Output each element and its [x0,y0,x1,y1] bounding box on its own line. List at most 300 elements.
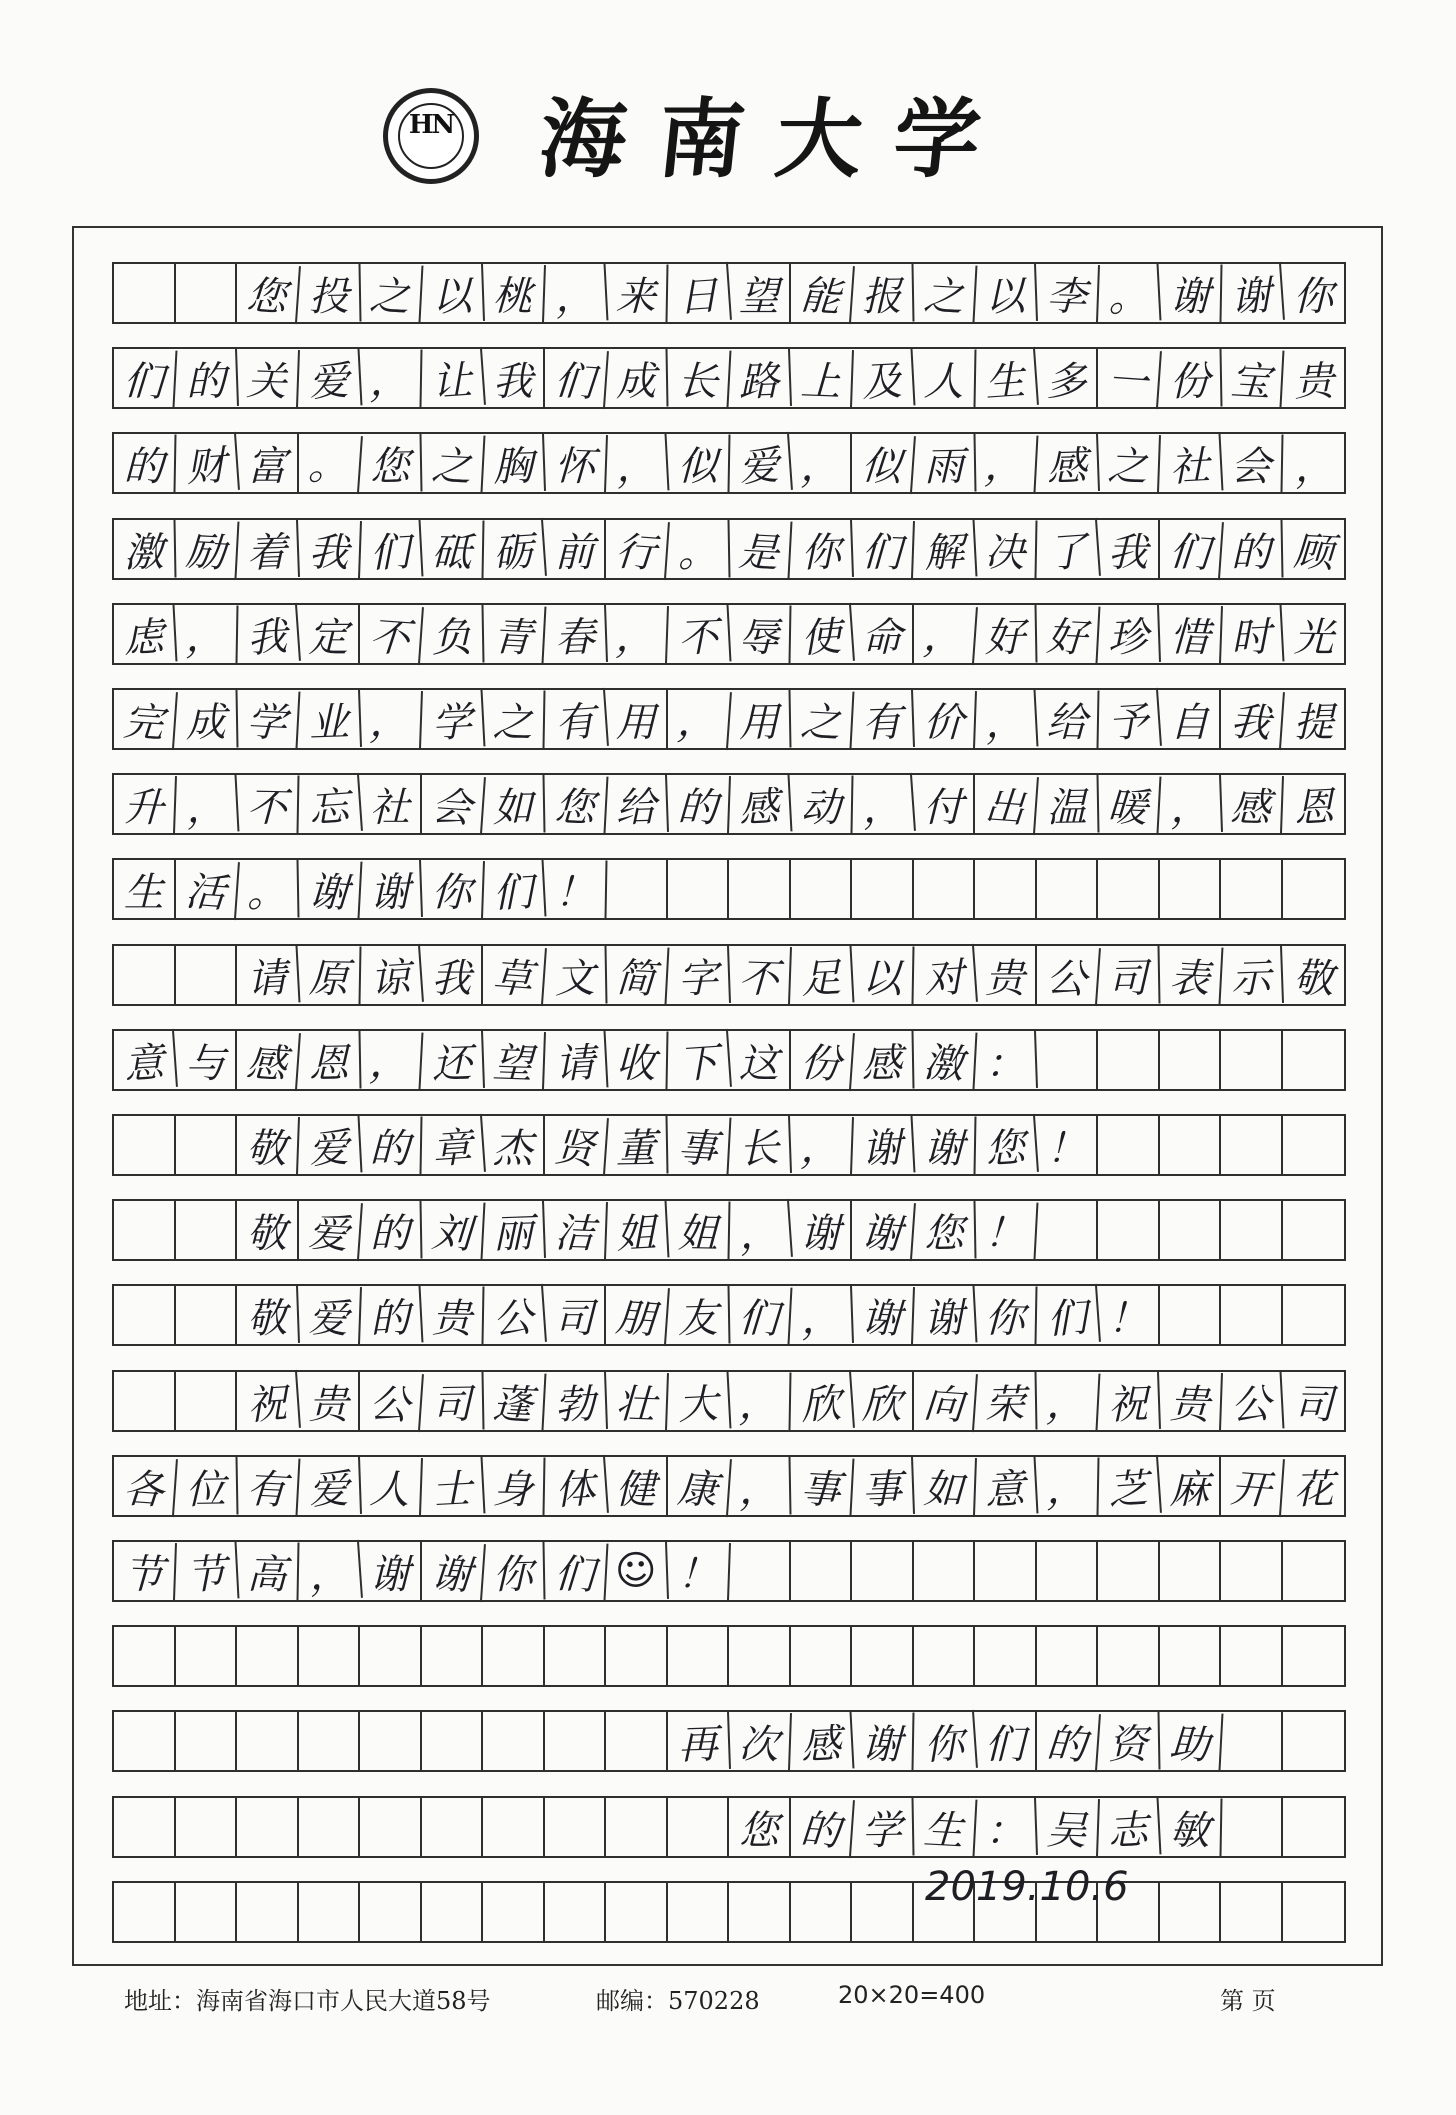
grid-cell [422,1883,484,1941]
grid-cell: 给 [605,774,668,834]
grid-cell: 你 [974,1285,1037,1344]
grid-cell: ！ [1098,1286,1160,1344]
grid-cell [1160,1116,1222,1174]
grid-cell: 学 [236,688,300,749]
grid-cell [483,1798,545,1856]
grid-cell: 关 [236,348,299,408]
grid-cell: ， [974,432,1038,493]
grid-cell [176,1201,238,1259]
university-name: 海南大学 [534,89,1018,190]
grid-row [112,688,1346,750]
grid-cell: 贵 [299,1372,361,1430]
grid-cell [606,1627,668,1685]
grid-cell: 生 [114,860,176,918]
grid-cell [114,1286,176,1344]
grid-cell: 业 [298,689,361,749]
grid-cell: 人 [359,1456,422,1516]
grid-cell: ， [1035,1370,1099,1431]
grid-cell: 予 [1096,688,1161,750]
grid-cell: 恩 [298,1030,361,1089]
grid-cell [545,1883,607,1941]
grid-row [112,1710,1346,1772]
grid-cell [1098,1627,1160,1685]
grid-cell: 杰 [483,1116,545,1174]
grid-cell: 节 [113,1541,176,1601]
letter-date: 2019.10.6 [925,1864,1129,1910]
grid-cell [237,1883,299,1941]
grid-cell: 不 [358,603,423,665]
grid-cell: 文 [544,945,607,1004]
grid-cell: 次 [728,1711,791,1771]
grid-cell [1160,1627,1222,1685]
grid-cell: 好 [974,604,1037,663]
letterhead [0,80,1456,200]
grid-cell: 砥 [421,519,484,578]
grid-cell: 荣 [974,1371,1037,1430]
grid-cell [483,1712,545,1770]
grid-cell: 。 [297,432,362,494]
grid-cell [545,1798,607,1856]
grid-cell: 意 [974,1455,1038,1516]
grid-cell: ， [974,688,1038,749]
grid-cell: 谢 [1159,263,1222,322]
grid-cell: 对 [912,944,977,1006]
grid-cell [114,1712,176,1770]
grid-cell: 字 [667,945,730,1005]
grid-cell: 事 [789,1455,853,1516]
grid-cell: 长 [728,1115,791,1175]
grid-cell: ， [1036,1456,1099,1515]
grid-cell [176,1116,238,1174]
grid-cell: 助 [1158,1710,1222,1771]
grid-cell [1160,1031,1222,1089]
grid-cell: 提 [1292,699,1334,746]
grid-cell: 行 [604,518,669,580]
grid-cell [299,1712,361,1770]
grid-cell [606,1883,668,1941]
grid-cell: 份 [1159,348,1222,407]
grid-cell: 公 [1220,1370,1284,1431]
grid-cell: 来 [605,263,668,322]
grid-cell: 是 [728,518,792,579]
grid-cell: 有 [851,689,914,749]
grid-cell: 之 [420,432,484,493]
grid-cell: 着 [236,519,299,579]
grid-cell: 洁 [544,1200,607,1260]
grid-cell: ， [359,1029,423,1090]
grid-cell [1221,1201,1283,1259]
grid-cell: 资 [1097,1711,1160,1770]
grid-cell: 贤 [543,1114,608,1176]
grid-row [112,773,1346,835]
grid-cell: 暖 [1097,773,1161,834]
grid-cell [360,1712,422,1770]
grid-cell: ， [359,348,422,407]
grid-cell: 之 [359,262,423,323]
grid-cell: 我 [483,349,545,407]
grid-cell: 投 [298,263,361,322]
grid-cell: 升 [113,774,176,834]
grid-cell: 您 [543,773,607,834]
grid-cell: 友 [667,1285,730,1344]
grid-cell: 谢 [297,858,361,919]
grid-cell: 公 [481,1284,546,1346]
grid-cell: 感 [1036,433,1099,493]
grid-cell: 敬 [236,1115,299,1175]
grid-row [112,518,1346,580]
grid-cell: 虑 [113,603,177,664]
grid-cell [1160,1542,1222,1600]
grid-cell: 欣 [789,1370,854,1432]
grid-cell: 谢 [420,1540,485,1602]
grid-cell: 原 [298,945,361,1004]
grid-cell [1160,1286,1222,1344]
grid-cell [176,1883,238,1941]
grid-cell: 社 [360,775,422,833]
grid-cell: 我 [1098,520,1160,578]
grid-cell: 雨 [913,433,976,492]
grid-cell: 与 [176,1031,238,1089]
grid-cell [668,860,730,918]
grid-cell: 爱 [298,1285,361,1345]
grid-cell [668,1798,730,1856]
grid-cell: 以 [421,263,484,323]
grid-cell: 以 [851,945,914,1004]
grid-cell [791,1542,853,1600]
grid-cell [545,1712,607,1770]
grid-cell: 谅 [358,944,423,1006]
grid-cell: 谢 [1219,262,1284,324]
grid-cell: ， [666,688,731,750]
grid-cell: 决 [974,519,1037,578]
grid-cell: 您 [729,1798,791,1856]
grid-cell: 谢 [850,1199,915,1261]
grid-cell: 你 [912,1710,977,1772]
grid-cell: 顾 [1291,528,1335,577]
grid-cell: 上 [790,348,853,408]
grid-cell [975,860,1037,918]
grid-cell [176,1286,238,1344]
grid-cell [729,860,791,918]
grid-cell: 富 [237,434,299,492]
grid-cell: 你 [1293,273,1334,320]
grid-row [112,603,1346,665]
grid-cell: 好 [1035,603,1099,664]
grid-cell: 用 [728,689,791,748]
grid-cell: 请 [543,1029,607,1090]
grid-cell [1098,1542,1160,1600]
grid-cell: 意 [112,1029,177,1091]
grid-cell [1221,860,1283,918]
grid-cell [729,1542,791,1600]
grid-cell: 辱 [728,604,791,663]
grid-cell: 的 [667,774,730,834]
grid-row [112,1029,1346,1091]
grid-cell: 份 [789,1029,854,1091]
grid-cell: 多 [1037,349,1099,407]
grid-cell: 壮 [605,1371,668,1431]
grid-cell: 激 [113,519,176,578]
grid-cell: 谢 [359,859,422,919]
grid-cell: 忘 [297,773,362,835]
grid-cell: 身 [482,1456,545,1515]
grid-cell: 路 [728,348,791,408]
grid-cell: 谢 [360,1542,422,1600]
grid-cell: 前 [545,520,607,578]
grid-cell: ！ [974,1199,1038,1260]
grid-cell [1037,1201,1099,1259]
grid-cell: 祝 [1097,1371,1160,1431]
grid-cell: 解 [912,518,976,579]
grid-cell: 成 [175,689,238,748]
grid-cell: 成 [605,348,668,407]
grid-cell: 司 [1097,945,1160,1004]
grid-cell [114,1372,176,1430]
grid-cell [176,1798,238,1856]
grid-cell [1037,1031,1099,1089]
grid-cell: 敬 [237,1201,299,1259]
grid-cell [299,1798,361,1856]
grid-cell [852,860,914,918]
grid-cell: 士 [420,1455,484,1516]
grid-cell [1283,1116,1345,1174]
grid-row [112,1455,1346,1517]
grid-cell: 桃 [482,263,545,323]
grid-cell: ！ [1037,1116,1099,1174]
grid-cell: 开 [1219,1455,1284,1517]
grid-cell: 草 [481,944,546,1006]
grid-cell: 以 [974,263,1037,323]
grid-cell: 激 [912,1029,976,1090]
grid-cell: 爱 [298,1456,361,1516]
grid-cell: 望 [729,264,791,322]
grid-cell: 命 [852,605,914,663]
grid-cell [1098,1201,1160,1259]
grid-cell: 价 [913,689,976,749]
grid-row [112,1370,1346,1432]
page-footer [0,1981,1456,2021]
grid-cell [114,1116,176,1174]
footer-grid-spec: 20×20=400 [838,1981,986,2009]
grid-cell: 公 [1035,944,1100,1006]
grid-cell: 们 [359,518,423,579]
university-logo-icon [383,88,479,184]
grid-cell [1098,860,1160,918]
grid-cell: 吴 [1036,1797,1099,1857]
grid-cell: 司 [1292,1381,1334,1428]
grid-cell: 。 [1097,262,1161,323]
grid-cell: 爱 [297,1114,361,1175]
grid-cell: 之 [482,689,545,748]
grid-cell: 收 [605,1030,668,1089]
grid-cell [176,1372,238,1430]
grid-cell [606,1712,668,1770]
grid-cell: 社 [1158,432,1222,493]
grid-cell [360,1627,422,1685]
grid-cell: ， [175,604,238,663]
grid-cell: 学 [420,688,484,749]
footer-page-label: 第 页 [1220,1987,1276,2015]
grid-cell: 感 [1220,774,1283,834]
grid-cell: 公 [358,1370,423,1432]
grid-cell: 的 [175,348,238,408]
grid-cell: ， [359,689,422,749]
grid-cell [729,1883,791,1941]
grid-cell: 你 [790,519,853,579]
grid-cell: 你 [421,859,484,919]
grid-cell [1283,1712,1345,1770]
grid-cell: 的 [1220,519,1283,578]
grid-cell: 感 [851,1030,914,1089]
grid-cell: ， [605,604,668,664]
grid-cell: ！ [544,859,607,918]
grid-cell: ， [1291,442,1336,491]
grid-cell: 简 [605,944,669,1005]
grid-cell: 完 [112,688,177,750]
grid-cell: 贵 [1292,357,1335,406]
grid-cell: 珍 [1097,604,1160,664]
grid-cell: 爱 [297,1199,362,1261]
grid-cell: 付 [914,775,976,833]
grid-cell: 能 [789,262,854,324]
grid-cell: ， [727,1199,792,1261]
grid-cell [668,1883,730,1941]
grid-cell [114,946,176,1004]
grid-cell: 这 [729,1031,791,1089]
grid-cell: 恩 [1292,783,1335,832]
grid-cell: 温 [1036,774,1099,833]
grid-cell [852,1627,914,1685]
grid-cell [176,1627,238,1685]
grid-cell [422,1712,484,1770]
grid-cell [1283,1627,1345,1685]
grid-cell [606,1798,668,1856]
grid-cell: 丽 [482,1200,545,1260]
grid-cell: 大 [666,1370,730,1431]
grid-cell: 谢 [913,1115,976,1174]
grid-cell: 各 [112,1455,177,1517]
grid-cell [237,1712,299,1770]
grid-cell [1283,1286,1345,1344]
grid-cell: 会 [1220,433,1283,492]
grid-row [112,432,1346,494]
grid-cell: ， [297,1540,362,1602]
grid-cell [237,1798,299,1856]
grid-cell: 励 [174,518,238,579]
grid-cell: 的 [1035,1710,1100,1772]
grid-cell: ！ [667,1541,730,1601]
grid-cell [1037,1627,1099,1685]
grid-cell: 还 [421,1030,484,1090]
grid-cell [1098,1031,1160,1089]
grid-cell: 怀 [544,433,607,493]
grid-cell: ， [728,1371,791,1430]
grid-cell: 们 [482,858,546,919]
grid-cell: 感 [728,773,792,834]
grid-cell [237,1627,299,1685]
grid-cell [360,1798,422,1856]
grid-cell [852,1883,914,1941]
grid-cell: 们 [543,347,608,409]
grid-cell: 报 [851,263,914,322]
grid-cell: 董 [605,1115,668,1174]
grid-cell: 我 [1219,688,1284,750]
grid-cell: ， [605,432,669,493]
grid-cell: 你 [482,1541,545,1600]
grid-cell [1037,1542,1099,1600]
grid-cell: 李 [1036,263,1099,323]
grid-cell: 光 [1292,614,1334,661]
grid-cell: ， [790,1285,853,1345]
grid-cell: 砺 [481,518,546,580]
grid-cell [176,264,238,322]
grid-cell: 爱 [727,432,792,494]
grid-cell [545,1627,607,1685]
grid-cell: 节 [174,1540,238,1601]
grid-cell: 感 [789,1710,853,1771]
grid-cell: 志 [1097,1796,1161,1857]
grid-cell [1283,860,1345,918]
grid-cell [668,1627,730,1685]
grid-cell: 下 [666,1029,731,1091]
grid-cell: 会 [420,773,485,835]
grid-cell: 贵 [421,1285,484,1344]
grid-cell: 之 [1097,433,1160,493]
grid-cell: 您 [913,1200,976,1259]
grid-cell: 出 [973,773,1038,835]
grid-cell: 贵 [975,946,1037,1004]
grid-row [112,347,1346,409]
grid-cell [1221,1798,1283,1856]
grid-cell: 一 [1096,347,1161,409]
grid-row [112,1796,1346,1858]
grid-cell: 请 [236,944,300,1005]
grid-cell: 的 [359,1115,422,1174]
grid-cell [975,1542,1037,1600]
grid-cell [1160,860,1222,918]
footer-address: 地址：海南省海口市人民大道58号 [124,1987,491,2015]
grid-cell: 谢 [851,1285,914,1345]
grid-cell: 朋 [604,1284,669,1346]
grid-cell [1283,1031,1345,1089]
grid-cell: 胸 [482,433,545,493]
grid-cell: 欣 [852,1372,914,1430]
grid-cell: 负 [421,604,484,663]
grid-row [112,858,1346,920]
grid-cell: 及 [851,347,915,408]
grid-cell: 们 [851,519,914,579]
grid-cell: 您 [235,262,300,324]
grid-cell [791,1627,853,1685]
grid-cell: 的 [789,1796,854,1858]
grid-cell [1098,1116,1160,1174]
grid-cell: ， [543,262,607,323]
grid-cell: 有 [543,688,608,750]
grid-cell [114,1201,176,1259]
grid-cell: 之 [912,262,976,323]
grid-cell: 高 [236,1541,299,1600]
grid-row [112,1881,1346,1943]
grid-cell: 生 [912,1796,976,1857]
grid-cell [176,1712,238,1770]
grid-cell: 敏 [1159,1797,1222,1856]
grid-row [112,1114,1346,1176]
grid-cell [114,264,176,322]
grid-cell: 长 [666,347,730,408]
grid-cell: 。 [667,519,730,578]
grid-cell: 健 [606,1457,668,1515]
grid-cell: ☺ [605,1541,668,1601]
